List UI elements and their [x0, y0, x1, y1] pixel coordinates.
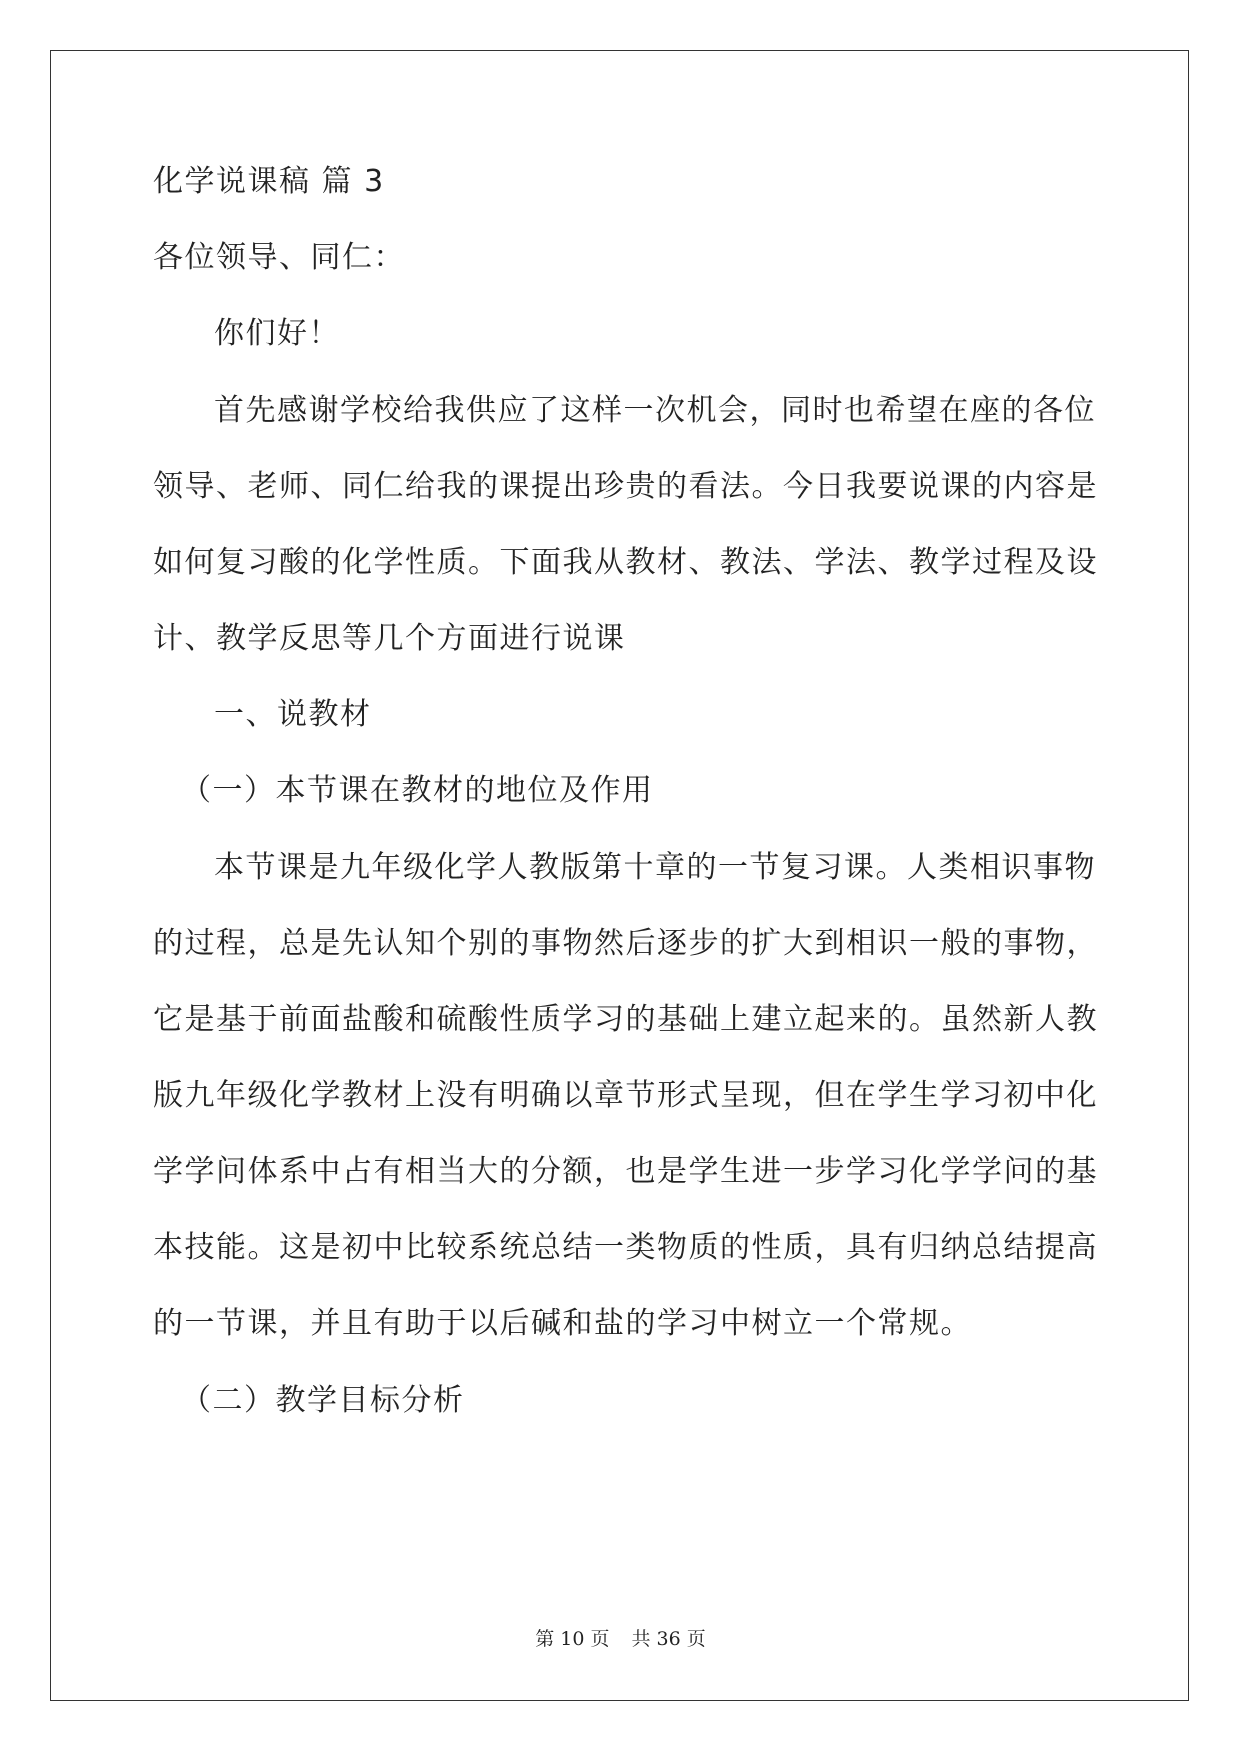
- greeting: 各位领导、同仁：: [153, 240, 405, 275]
- paragraph-line: 本技能。这是初中比较系统总结一类物质的性质，具有归纳总结提高: [153, 1230, 1098, 1265]
- paragraph-line: 本节课是九年级化学人教版第十章的一节复习课。人类相识事物: [214, 850, 1096, 885]
- paragraph-line: 的过程，总是先认知个别的事物然后逐步的扩大到相识一般的事物，: [153, 926, 1098, 961]
- page-total: 共 36 页: [631, 1628, 706, 1650]
- paragraph-line: 版九年级化学教材上没有明确以章节形式呈现，但在学生学习初中化: [153, 1078, 1098, 1113]
- section-heading: 一、说教材: [214, 697, 372, 732]
- paragraph-line: 它是基于前面盐酸和硫酸性质学习的基础上建立起来的。虽然新人教: [153, 1002, 1098, 1037]
- paragraph-line: 如何复习酸的化学性质。下面我从教材、教法、学法、教学过程及设: [153, 545, 1098, 580]
- paragraph-line: 首先感谢学校给我供应了这样一次机会，同时也希望在座的各位: [214, 393, 1096, 428]
- paragraph-line: 的一节课，并且有助于以后碱和盐的学习中树立一个常规。: [153, 1306, 972, 1341]
- paragraph-line: 领导、老师、同仁给我的课提出珍贵的看法。今日我要说课的内容是: [153, 469, 1098, 504]
- document-title: 化学说课稿 篇 3: [153, 164, 385, 199]
- subsection-heading: （一）本节课在教材的地位及作用: [181, 773, 654, 808]
- subsection-heading: （二）教学目标分析: [181, 1383, 465, 1418]
- hello-line: 你们好！: [214, 316, 340, 351]
- paragraph-line: 学学问体系中占有相当大的分额，也是学生进一步学习化学学问的基: [153, 1154, 1098, 1189]
- page-number: 第 10 页: [535, 1628, 610, 1650]
- page-footer: [0, 1624, 1241, 1651]
- paragraph-line: 计、教学反思等几个方面进行说课: [153, 621, 626, 656]
